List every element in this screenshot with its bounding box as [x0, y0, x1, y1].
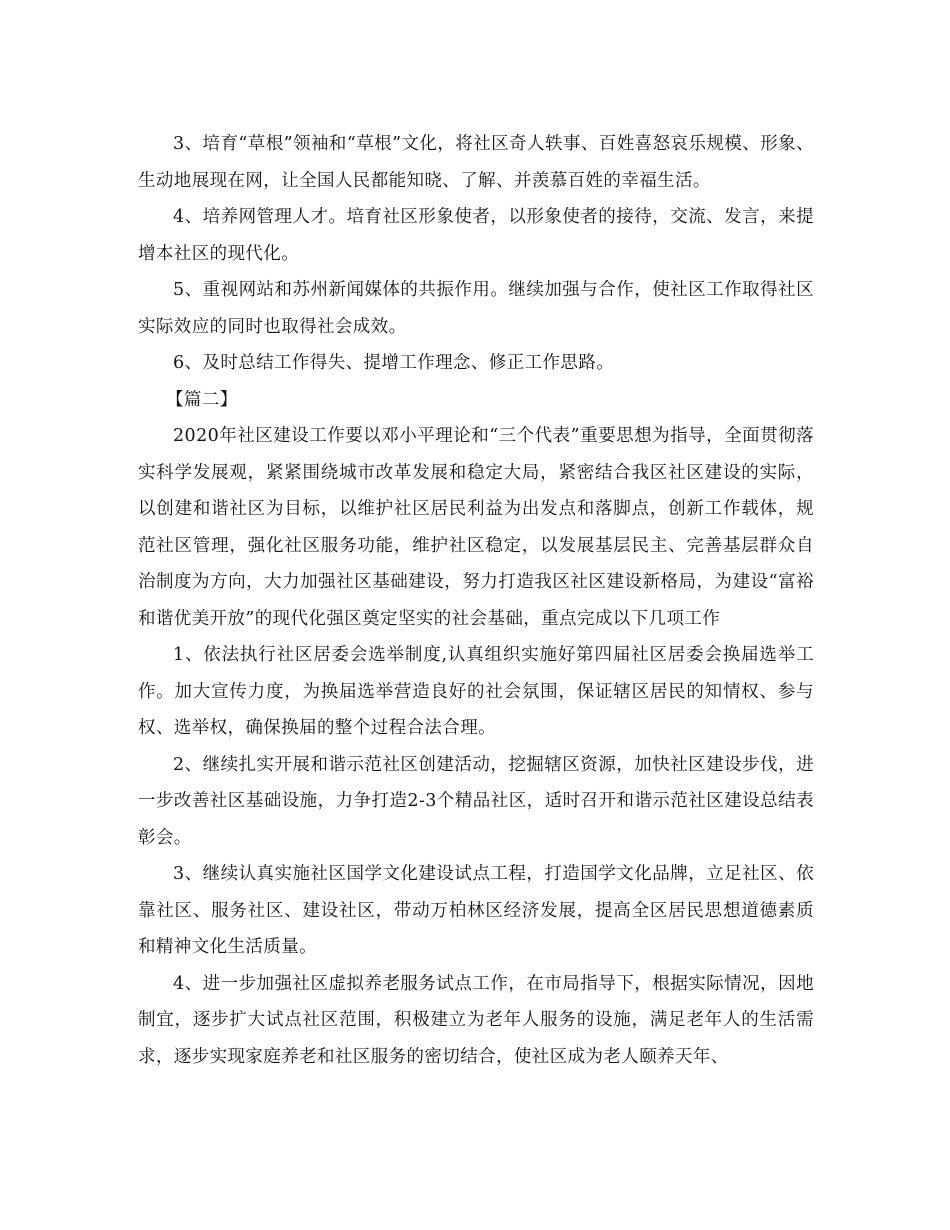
paragraph-item-6: 6、及时总结工作得失、提增工作理念、修正工作思路。	[173, 353, 615, 373]
paragraph-item-3: 3、培育“草根”领袖和“草根”文化，将社区奇人轶事、百姓喜怒哀乐规模、形象、生动地展现在网，让全国人民都能知晓、了解、并羡慕百姓的幸福生活。	[138, 134, 814, 191]
task-paragraph-4: 4、进一步加强社区虚拟养老服务试点工作，在市局指导下，根据实际情况，因地制宜，逐步扩大试点社区范围，积极建立为老年人服务的设施，满足老年人的生活需求，逐步实现家庭养老和社区服务的密切结合，使社区成为老人颐养天年、	[138, 973, 814, 1067]
task-paragraph-2: 2、继续扎实开展和谐示范社区创建活动，挖掘辖区资源，加快社区建设步伐，进一步改善社区基础设施，力争打造2-3个精品社区，适时召开和谐示范社区建设总结表彰会。	[138, 754, 814, 848]
paragraph-item-5: 5、重视网站和苏州新闻媒体的共振作用。继续加强与合作，使社区工作取得社区实际效应的同时也取得社会成效。	[138, 280, 814, 337]
section-heading: 【篇二】	[166, 389, 238, 410]
document-body	[138, 126, 814, 1075]
task-paragraph-3: 3、继续认真实施社区国学文化建设试点工程，打造国学文化品牌，立足社区、依靠社区、服务社区、建设社区，带动万柏林区经济发展，提高全区居民思想道德素质和精神文化生活质量。	[138, 864, 814, 957]
paragraph-item-4: 4、培养网管理人才。培育社区形象使者，以形象使者的接待，交流、发言，来提增本社区的现代化。	[138, 207, 814, 264]
task-paragraph-1: 1、依法执行社区居委会选举制度,认真组织实施好第四届社区居委会换届选举工作。加大宣传力度，为换届选举营造良好的社会氛围，保证辖区居民的知情权、参与权、选举权，确保换届的整个过程合法合理。	[138, 645, 814, 738]
intro-paragraph: 2020年社区建设工作要以邓小平理论和“三个代表”重要思想为指导，全面贯彻落实科学发展观，紧紧围绕城市改革发展和稳定大局，紧密结合我区社区建设的实际，以创建和谐社区为目标，以维护社区居民利益为出发点和落脚点，创新工作载体，规范社区管理，强化社区服务功能，维护社区稳定，以发展基层民主、完善基层群众自治制度为方向，大力加强社区基础建设，努力打造我区社区建设新格局，为建设“富裕和谐优美开放”的现代化强区奠定坚实的社会基础，重点完成以下几项工作	[138, 426, 814, 629]
